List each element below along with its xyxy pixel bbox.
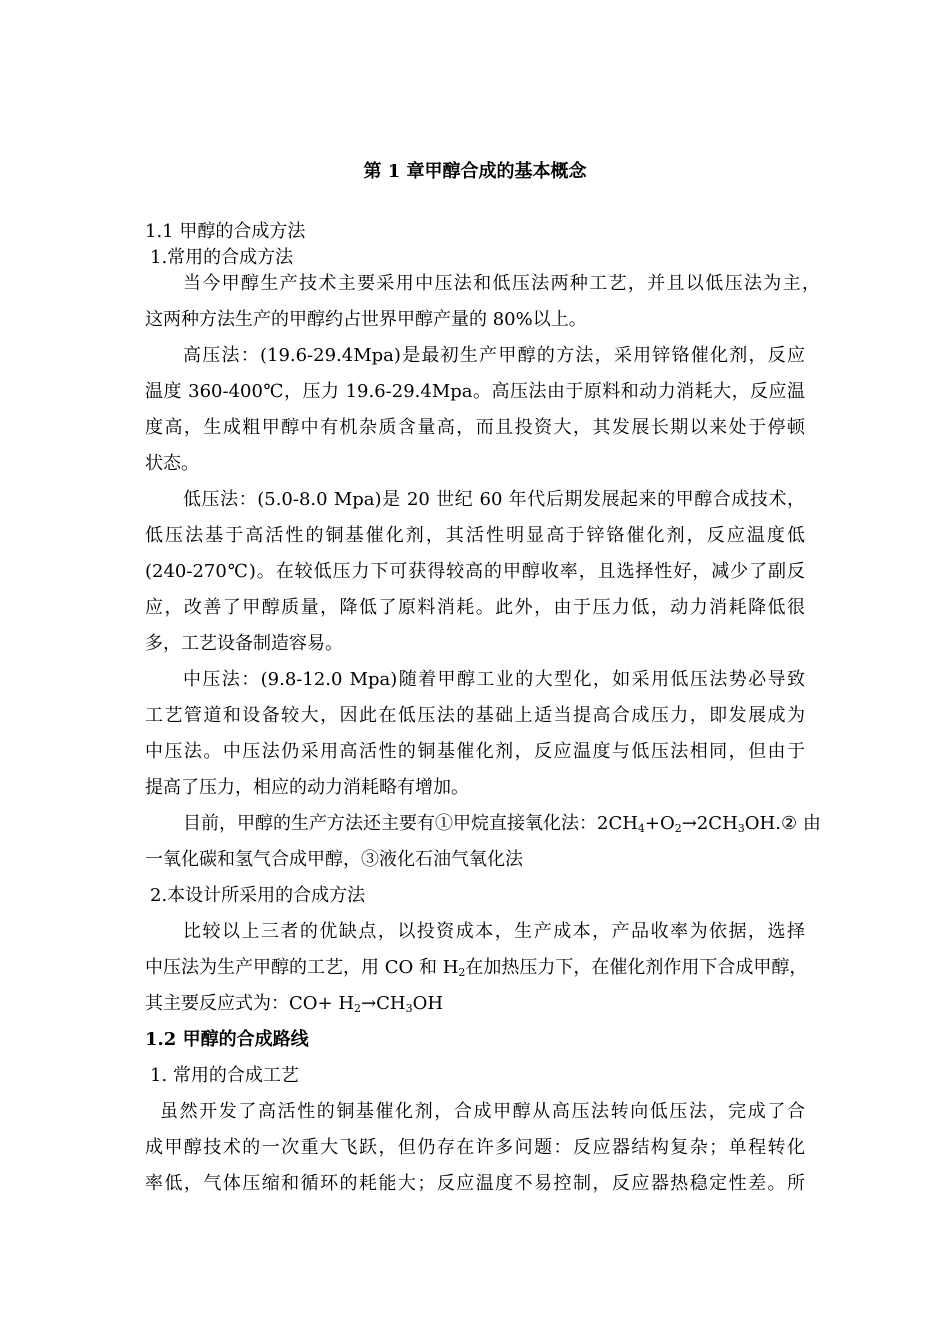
paragraph-line: 提高了压力，相应的动力消耗略有增加。 (145, 777, 469, 798)
paragraph-line: 比较以上三者的优缺点，以投资成本，生产成本，产品收率为依据，选择 (183, 921, 805, 942)
paragraph-line-formula: 中压法为生产甲醇的工艺，用 CO 和 $H_2$在加热压力下，在催化剂作用下合成甲醇， (145, 957, 808, 979)
paragraph-line: 工艺管道和设备较大，因此在低压法的基础上适当提高合成压力，即发展成为 (145, 705, 805, 726)
paragraph-line: 当今甲醇生产技术主要采用中压法和低压法两种工艺，并且以低压法为主， (183, 273, 820, 294)
paragraph-line: 虽然开发了高活性的铜基催化剂，合成甲醇从高压法转向低压法，完成了合 (160, 1101, 805, 1122)
paragraph-line: 中压法：(9.8-12.0 Mpa)随着甲醇工业的大型化，如采用低压法势必导致 (183, 669, 805, 690)
paragraph-line: 低压法：(5.0-8.0 Mpa)是 20 世纪 60 年代后期发展起来的甲醇合成技术， (183, 489, 805, 510)
paragraph-line: 度高，生成粗甲醇中有机杂质含量高，而且投资大，其发展长期以来处于停顿 (145, 417, 805, 438)
paragraph-line: (240-270℃)。在较低压力下可获得较高的甲醇收率，且选择性好，减少了副反 (145, 561, 805, 582)
paragraph-line: 高压法：(19.6-29.4Mpa)是最初生产甲醇的方法，采用锌铬催化剂，反应 (183, 345, 805, 366)
section-heading-1-1: 1.1 甲醇的合成方法 (145, 221, 306, 242)
chapter-title: 第 1 章甲醇合成的基本概念 (363, 161, 587, 182)
paragraph-line-formula: 其主要反应式为：$CO+ H_2\to CH_3OH$ (145, 993, 444, 1015)
paragraph-line: 多，工艺设备制造容易。 (145, 633, 343, 654)
paragraph-line: 成甲醇技术的一次重大飞跃，但仍存在许多问题：反应器结构复杂；单程转化 (145, 1137, 805, 1158)
paragraph-line: 低压法基于高活性的铜基催化剂，其活性明显高于锌铬催化剂，反应温度低 (145, 525, 805, 546)
subheading-common-process: 1. 常用的合成工艺 (150, 1065, 299, 1086)
paragraph-line: 中压法。中压法仍采用高活性的铜基催化剂，反应温度与低压法相同，但由于 (145, 741, 805, 762)
paragraph-line: 这两种方法生产的甲醇约占世界甲醇产量的 80%以上。 (145, 309, 587, 330)
paragraph-line-formula: 目前，甲醇的生产方法还主要有①甲烷直接氧化法：$2CH_4+O_2\to 2CH_3OH.②$ 由 (183, 813, 821, 835)
paragraph-line: 温度 360-400℃，压力 19.6-29.4Mpa。高压法由于原料和动力消耗大，反应温 (145, 381, 805, 402)
section-heading-1-2: 1.2 甲醇的合成路线 (145, 1029, 309, 1050)
paragraph-line: 率低，气体压缩和循环的耗能大；反应温度不易控制，反应器热稳定性差。所 (145, 1173, 805, 1194)
paragraph-line: 应，改善了甲醇质量，降低了原料消耗。此外，由于压力低，动力消耗降低很 (145, 597, 805, 618)
paragraph-line: 状态。 (145, 453, 199, 474)
subheading-design-method: 2.本设计所采用的合成方法 (150, 885, 366, 906)
subheading-common-methods: 1.常用的合成方法 (150, 247, 294, 268)
paragraph-line: 一氧化碳和氢气合成甲醇，③液化石油气氧化法 (145, 849, 523, 870)
